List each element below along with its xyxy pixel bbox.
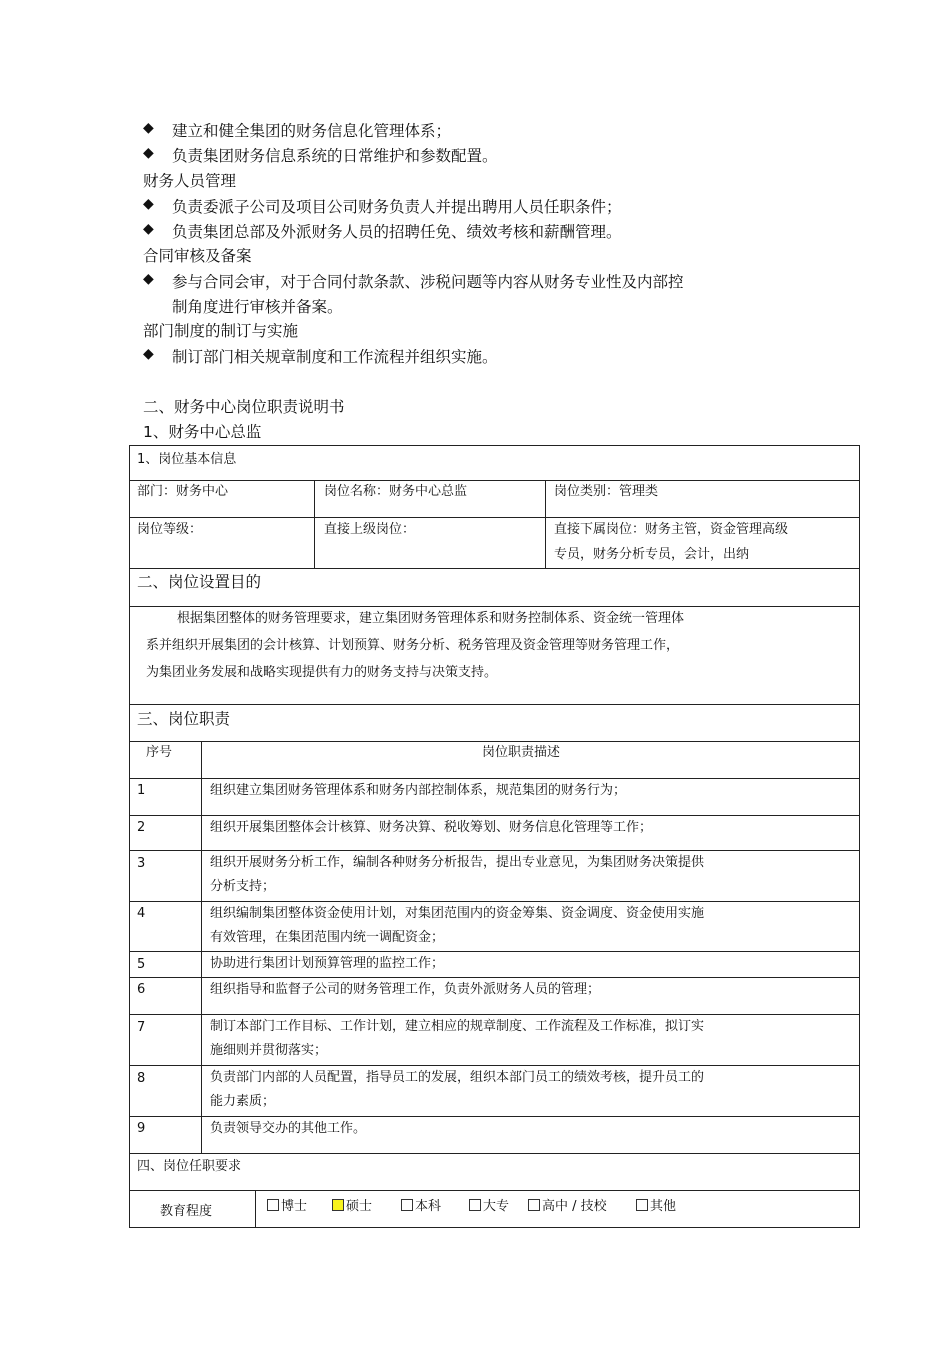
subsection-heading: 合同审核及备案	[143, 247, 252, 265]
purpose-text: 根据集团整体的财务管理要求，建立集团财务管理体系和财务控制体系、资金统一管理体 系并组织开展集团的会计核算、计划预算、财务分析、税务管理及资金管理等财务管理工作， 为集团业务发展和战略实现提供有力的财务支持与决策支持。	[146, 611, 685, 680]
direct-superior-cell: 直接上级岗位：	[324, 522, 416, 537]
list-item: 参与合同会审，对于合同付款条款、涉税问题等内容从财务专业性及内部控	[172, 273, 684, 291]
education-label: 教育程度	[160, 1204, 213, 1219]
list-item: 负责委派子公司及项目公司财务负责人并提出聘用人员任职条件；	[172, 198, 622, 216]
department-cell: 部门：财务中心	[137, 484, 229, 499]
duty-no: 1	[137, 783, 146, 798]
position-level-cell: 岗位等级：	[137, 522, 203, 537]
position-type-cell: 岗位类别：管理类	[554, 484, 659, 499]
education-option-master[interactable]: 硕士	[332, 1195, 372, 1214]
purpose-header: 二、岗位设置目的	[137, 573, 262, 591]
bullet-icon: ◆	[143, 145, 154, 161]
bullet-icon: ◆	[143, 271, 154, 287]
bullet-icon: ◆	[143, 346, 154, 362]
duty-desc: 协助进行集团计划预算管理的监控工作；	[210, 956, 445, 971]
duty-desc: 制订本部门工作目标、工作计划，建立相应的规章制度、工作流程及工作标准，拟订实 施细则并贯彻落实；	[210, 1019, 705, 1058]
checkbox-icon[interactable]	[401, 1199, 413, 1211]
education-option-college[interactable]: 大专	[469, 1195, 509, 1214]
duty-desc: 组织开展财务分析工作，编制各种财务分析报告，提出专业意见，为集团财务决策提供 分析支持；	[210, 855, 705, 894]
position-name-cell: 岗位名称：财务中心总监	[324, 484, 468, 499]
subordinates-cell-line2: 专员，财务分析专员，会计，出纳	[554, 547, 750, 562]
duty-no: 2	[137, 820, 146, 835]
checkbox-icon[interactable]	[528, 1199, 540, 1211]
duty-desc: 负责领导交办的其他工作。	[210, 1121, 367, 1136]
duties-header: 三、岗位职责	[137, 710, 231, 728]
job-description-table	[129, 445, 859, 1227]
checkbox-icon[interactable]	[469, 1199, 481, 1211]
education-option-phd[interactable]: 博士	[267, 1195, 307, 1214]
duty-no: 4	[137, 906, 146, 921]
basic-info-header: 1、岗位基本信息	[137, 452, 237, 467]
list-item: 建立和健全集团的财务信息化管理体系；	[172, 122, 452, 140]
duty-no: 6	[137, 982, 146, 997]
duty-no: 9	[137, 1121, 146, 1136]
education-option-highschool[interactable]: 高中 / 技校	[528, 1195, 607, 1214]
education-option-bachelor[interactable]: 本科	[401, 1195, 441, 1214]
list-item: 负责集团财务信息系统的日常维护和参数配置。	[172, 147, 498, 165]
checkbox-icon[interactable]	[332, 1199, 344, 1211]
duty-no: 3	[137, 856, 146, 871]
requirements-header: 四、岗位任职要求	[137, 1159, 242, 1174]
list-item: 制订部门相关规章制度和工作流程并组织实施。	[172, 348, 498, 366]
col-header-desc: 岗位职责描述	[482, 745, 561, 760]
checkbox-icon[interactable]	[267, 1199, 279, 1211]
col-header-no: 序号	[146, 745, 173, 760]
duty-no: 8	[137, 1071, 146, 1086]
list-item: 负责集团总部及外派财务人员的招聘任免、绩效考核和薪酬管理。	[172, 223, 622, 241]
bullet-icon: ◆	[143, 221, 154, 237]
bullet-icon: ◆	[143, 120, 154, 136]
section-title: 二、财务中心岗位职责说明书	[143, 398, 345, 416]
duty-desc: 组织开展集团整体会计核算、财务决算、税收筹划、财务信息化管理等工作；	[210, 820, 653, 835]
duty-desc: 组织建立集团财务管理体系和财务内部控制体系，规范集团的财务行为；	[210, 783, 627, 798]
subordinates-cell-line1: 直接下属岗位：财务主管，资金管理高级	[554, 522, 789, 537]
subsection-heading: 部门制度的制订与实施	[143, 322, 299, 340]
duty-desc: 负责部门内部的人员配置，指导员工的发展，组织本部门员工的绩效考核，提升员工的 能力素质；	[210, 1070, 705, 1109]
bullet-icon: ◆	[143, 196, 154, 212]
sub-title: 1、财务中心总监	[143, 423, 262, 441]
duty-no: 7	[137, 1020, 146, 1035]
subsection-heading: 财务人员管理	[143, 172, 237, 190]
duty-desc: 组织编制集团整体资金使用计划，对集团范围内的资金筹集、资金调度、资金使用实施 有效管理，在集团范围内统一调配资金；	[210, 906, 705, 945]
duty-desc: 组织指导和监督子公司的财务管理工作，负责外派财务人员的管理；	[210, 982, 601, 997]
checkbox-icon[interactable]	[636, 1199, 648, 1211]
list-item-continuation: 制角度进行审核并备案。	[172, 298, 343, 316]
duty-no: 5	[137, 957, 146, 972]
education-option-other[interactable]: 其他	[636, 1195, 676, 1214]
